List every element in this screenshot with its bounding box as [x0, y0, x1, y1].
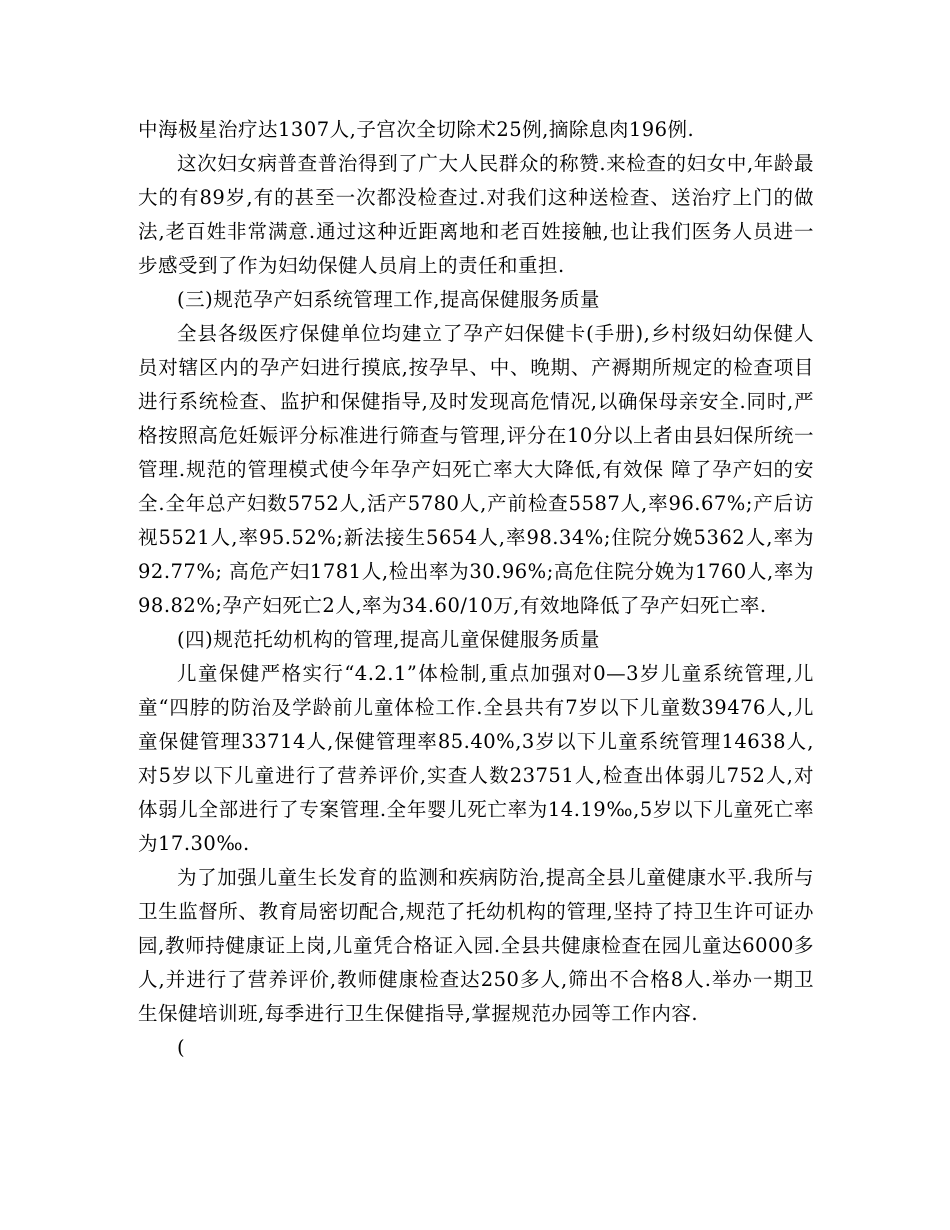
section-heading-maternal: (三)规范孕产妇系统管理工作,提高保健服务质量	[177, 288, 600, 311]
paragraph-continued: 中海极星治疗达1307人,子宫次全切除术25例,摘除息肉196例.	[138, 118, 695, 141]
paragraph-maternal-management: 全县各级医疗保健单位均建立了孕产妇保健卡(手册),乡村级妇幼保健人员对辖区内的孕产妇进行摸底,按孕早、中、晚期、产褥期所规定的检查项目进行系统检查、监护和保健指导,及时发现高危情况,以确保母亲安全.同时,严格按照高危妊娠评分标准进行筛查与管理,评分在10分以上者由县妇保所统一管理.规范的管理模式使今年孕产妇死亡率大大降低,有效保 障了孕产妇的安全.全年总产妇数5752人,活产5780人,产前检查5587人,率96.67%;产后访视5521人,率95.52%;新法接生5654人,率98.34%;住院分娩5362人,率为92.77%; 高危产妇1781人,检出率为30.96%;高危住院分娩为1760人,率为98.82%;孕产妇死亡2人,率为34.60/10万,有效地降低了孕产妇死亡率.	[138, 322, 814, 617]
paragraph-child-health: 儿童保健严格实行“4.2.1”体检制,重点加强对0—3岁儿童系统管理,儿童“四脖的防治及学龄前儿童体检工作.全县共有7岁以下儿童数39476人,儿童保健管理33714人,保健管理率85.40%,3岁以下儿童系统管理14638人,对5岁以下儿童进行了营养评价,实查人数23751人,检查出体弱儿752人,对体弱儿全部进行了专案管理.全年婴儿死亡率为14.19‰,5岁以下儿童死亡率为17.30‰.	[138, 662, 814, 855]
paragraph-screening-feedback: 这次妇女病普查普治得到了广大人民群众的称赞.来检查的妇女中,年龄最大的有89岁,有的甚至一次都没检查过.对我们这种送检查、送治疗上门的做法,老百姓非常满意.通过这种近距离地和老百姓接触,也让我们医务人员进一步感受到了作为妇幼保健人员肩上的责任和重担.	[138, 152, 814, 277]
paragraph-kindergarten: 为了加强儿童生长发育的监测和疾病防治,提高全县儿童健康水平.我所与卫生监督所、教育局密切配合,规范了托幼机构的管理,坚持了持卫生许可证办园,教师持健康证上岗,儿童凭合格证入园.全县共健康检查在园儿童达6000多人,并进行了营养评价,教师健康检查达250多人,筛出不合格8人.举办一期卫生保健培训班,每季进行卫生保健指导,掌握规范办园等工作内容.	[138, 866, 814, 1025]
paragraph-fragment: (	[177, 1036, 186, 1059]
section-heading-childcare: (四)规范托幼机构的管理,提高儿童保健服务质量	[177, 628, 600, 651]
document-body	[138, 113, 814, 1065]
